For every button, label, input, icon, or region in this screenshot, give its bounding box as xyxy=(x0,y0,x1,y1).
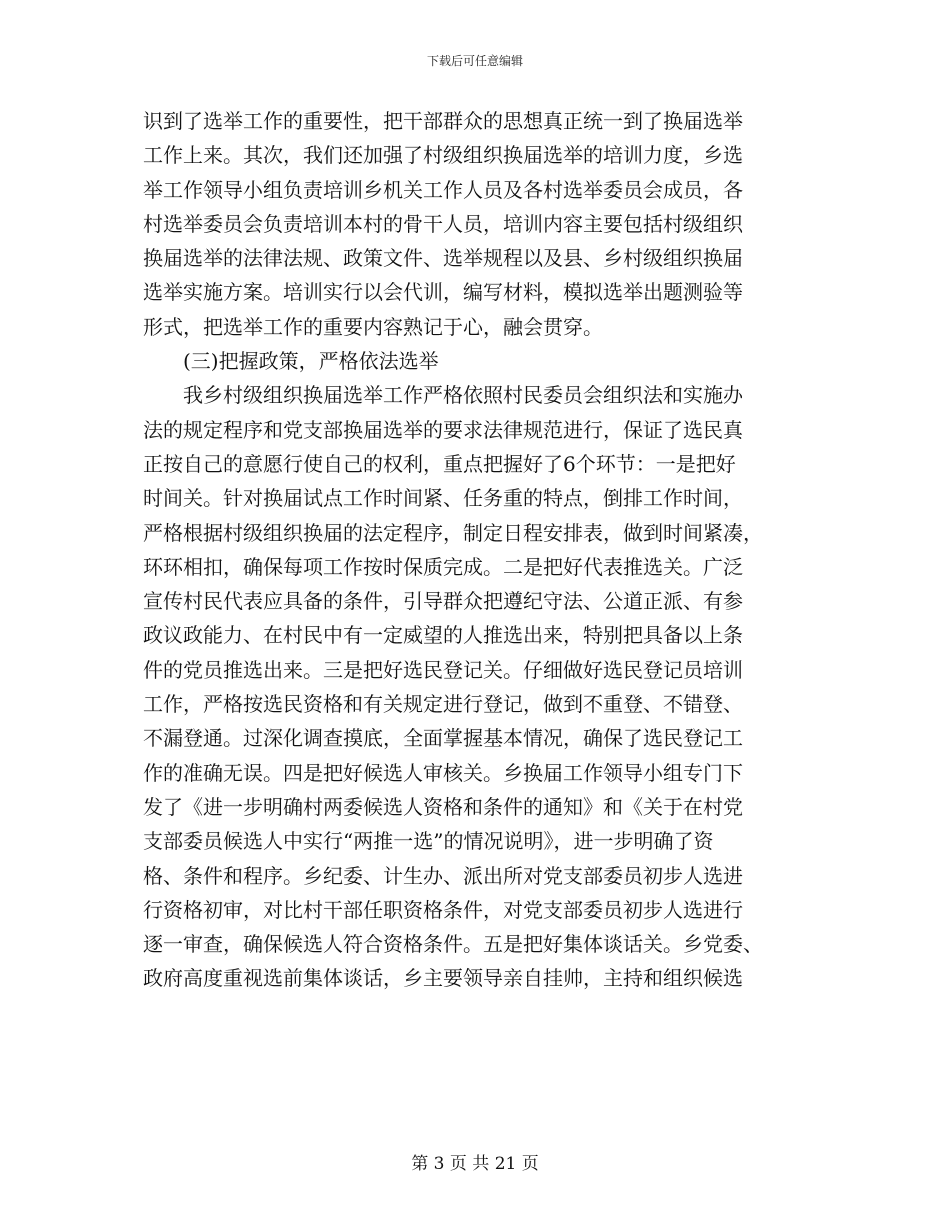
text-line: 举工作领导小组负责培训乡机关工作人员及各村选举委员会成员，各 xyxy=(143,177,743,202)
paragraph-start: 我乡村级组织换届选举工作严格依照村民委员会组织法和实施办 xyxy=(183,383,743,408)
text-line: 政议政能力、在村民中有一定威望的人推选出来，特别把具备以上条 xyxy=(143,623,743,648)
text-line: 政府高度重视选前集体谈话，乡主要领导亲自挂帅，主持和组织候选 xyxy=(143,966,743,991)
text-line: 作的准确无误。四是把好候选人审核关。乡换届工作领导小组专门下 xyxy=(143,760,743,785)
text-line: 选举实施方案。培训实行以会代训，编写材料，模拟选举出题测验等 xyxy=(143,280,743,305)
text-line: 行资格初审，对比村干部任职资格条件，对党支部委员初步人选进行 xyxy=(143,897,743,922)
text-line: 换届选举的法律法规、政策文件、选举规程以及县、乡村级组织换届 xyxy=(143,246,743,271)
page-header: 下载后可任意编辑 xyxy=(426,54,523,68)
text-line: 发了《进一步明确村两委候选人资格和条件的通知》和《关于在村党 xyxy=(143,794,743,819)
text-line: 逐一审查，确保候选人符合资格条件。五是把好集体谈话关。乡党委、 xyxy=(143,932,763,957)
text-line: 村选举委员会负责培训本村的骨干人员，培训内容主要包括村级组织 xyxy=(143,211,743,236)
text-line: 形式，把选举工作的重要内容熟记于心，融会贯穿。 xyxy=(143,314,603,339)
text-line: 格、条件和程序。乡纪委、计生办、派出所对党支部委员初步人选进 xyxy=(143,863,743,888)
text-line: 件的党员推选出来。三是把好选民登记关。仔细做好选民登记员培训 xyxy=(143,657,743,682)
text-line: 时间关。针对换届试点工作时间紧、任务重的特点，倒排工作时间， xyxy=(143,486,743,511)
text-line: 环环相扣，确保每项工作按时保质完成。二是把好代表推选关。广泛 xyxy=(143,554,743,579)
text-line: 严格根据村级组织换届的法定程序，制定日程安排表，做到时间紧凑， xyxy=(143,520,763,545)
text-line: 正按自己的意愿行使自己的权利，重点把握好了6个环节：一是把好 xyxy=(143,451,736,476)
text-line: 不漏登通。过深化调查摸底，全面掌握基本情况，确保了选民登记工 xyxy=(143,726,743,751)
text-line: 宣传村民代表应具备的条件，引导群众把遵纪守法、公道正派、有参 xyxy=(143,589,743,614)
text-line: 识到了选举工作的重要性，把干部群众的思想真正统一到了换届选举 xyxy=(143,109,743,133)
text-line: 工作上来。其次，我们还加强了村级组织换届选举的培训力度，乡选 xyxy=(143,143,743,168)
text-line: 支部委员候选人中实行“两推一选”的情况说明》，进一步明确了资 xyxy=(143,829,714,854)
text-line: 法的规定程序和党支部换届选举的要求法律规范进行，保证了选民真 xyxy=(143,417,743,442)
page-number-footer: 第 3 页 共 21 页 xyxy=(411,1154,539,1174)
section-heading: (三)把握政策，严格依法选举 xyxy=(183,349,439,374)
document-body xyxy=(143,104,803,996)
text-line: 工作，严格按选民资格和有关规定进行登记，做到不重登、不错登、 xyxy=(143,692,743,717)
